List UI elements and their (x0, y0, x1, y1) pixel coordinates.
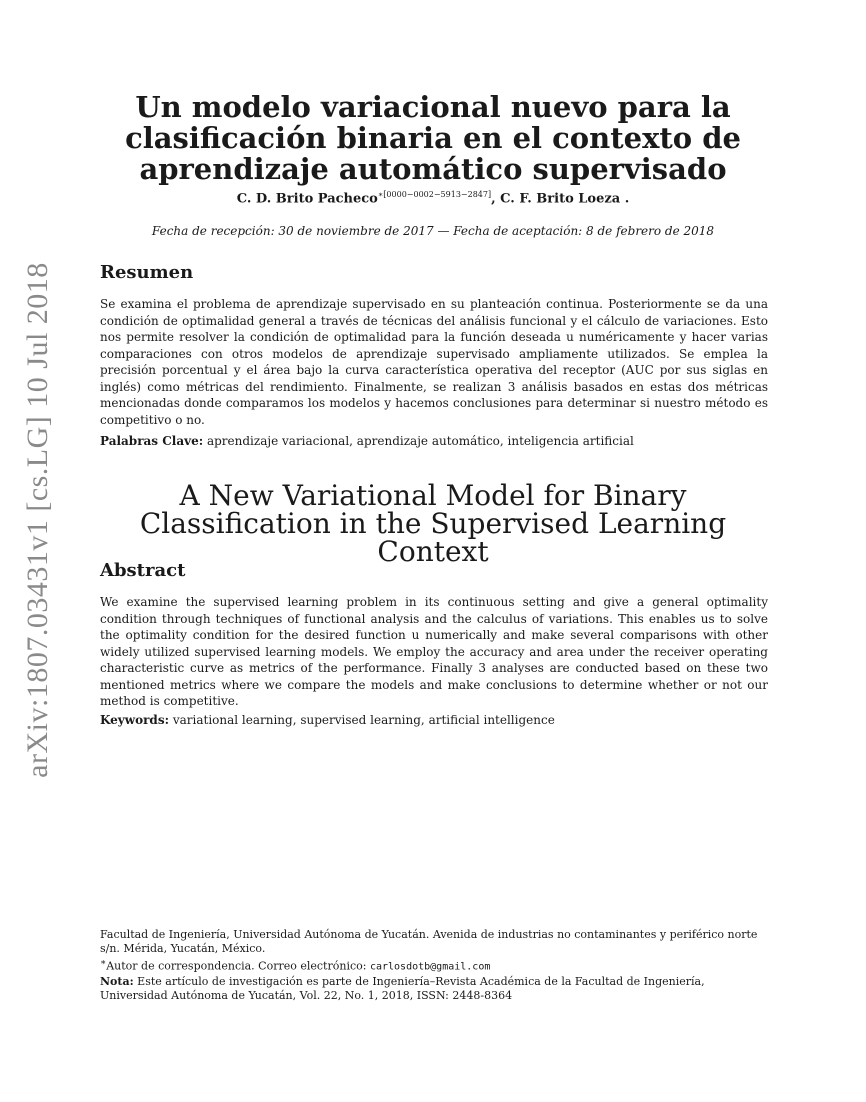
keywords-es (100, 434, 768, 448)
arxiv-identifier: arXiv:1807.03431v1 [cs.LG] 10 Jul 2018 (21, 262, 54, 778)
footnote (100, 928, 768, 1003)
page-title-es: Un modelo variacional nuevo para la clasificación binaria en el contexto de aprendizaje automático supervisado (125, 90, 741, 186)
page-title-en: A New Variational Model for Binary Classification in the Supervised Learning Context (139, 479, 727, 568)
submission-dates: Fecha de recepción: 30 de noviembre de 2017 — Fecha de aceptación: 8 de febrero de 2018 (151, 224, 715, 238)
corr-mark: ∗ (100, 957, 107, 968)
nota-text: Este artículo de investigación es parte de Ingeniería–Revista Académica de la Facultad de Ingeniería, Universidad Autónoma de Yucatán, Vol. 22, No. 1, 2018, ISSN: 2448-8364 (100, 974, 705, 1002)
abstract-body: We examine the supervised learning problem in its continuous setting and give a general optimality condition through techniques of functional analysis and the calculus of variations. This enables us to solve the optimality condition for the desired function u numerically and make several comparisons with other widely utilized supervised learning models. We employ the accuracy and area under the receiver operating characteristic curve as metrics of the performance. Finally 3 analyses are conducted based on these two mentioned metrics where we compare the models and make conclusions to determine whether or not our method is competitive. (100, 595, 768, 708)
keywords-en (100, 713, 768, 727)
abstract-heading: Abstract (100, 560, 186, 581)
keywords-en-list: variational learning, supervised learning, artificial intelligence (169, 713, 555, 727)
keywords-es-list: aprendizaje variacional, aprendizaje automático, inteligencia artificial (203, 434, 634, 448)
keywords-es-label: Palabras Clave: (100, 434, 204, 448)
author-separator: , (491, 191, 501, 207)
author-1: C. D. Brito Pacheco (236, 191, 378, 207)
affiliation: Facultad de Ingeniería, Universidad Autónoma de Yucatán. Avenida de industrias no contaminantes y periférico norte s/n. Mérida, Yucatán, México. (100, 928, 758, 955)
corresponding-author (100, 956, 768, 975)
nota (100, 975, 768, 1003)
corr-label: Autor de correspondencia. Correo electrónico: (106, 959, 370, 973)
author-2: C. F. Brito Loeza . (500, 191, 630, 207)
resumen-heading: Resumen (100, 262, 194, 283)
orcid-id[interactable]: [0000−0002−5913−2847] (383, 190, 492, 199)
corresponding-mark: ∗ (377, 190, 384, 199)
keywords-en-label: Keywords: (100, 713, 170, 727)
nota-label: Nota: (100, 974, 134, 988)
author-line (100, 190, 766, 206)
resumen-body: Se examina el problema de aprendizaje supervisado en su planteación continua. Posteriormente se da una condición de optimalidad general a través de técnicas del análisis funcional y el cálculo de variaciones. Esto nos permite resolver la condición de optimalidad para la función deseada u numéricamente y hacer varias comparaciones con otros modelos de aprendizaje supervisado ampliamente utilizados. Se emplea la precisión porcentual y el área bajo la curva característica operativa del receptor (AUC por sus siglas en inglés) como métricas del rendimiento. Finalmente, se realizan 3 análisis basados en estas dos métricas mencionadas donde comparamos los modelos y hacemos conclusiones para determinar si nuestro método es competitivo o no. (100, 297, 768, 427)
email-link[interactable]: carlosdotb@gmail.com (369, 961, 491, 973)
